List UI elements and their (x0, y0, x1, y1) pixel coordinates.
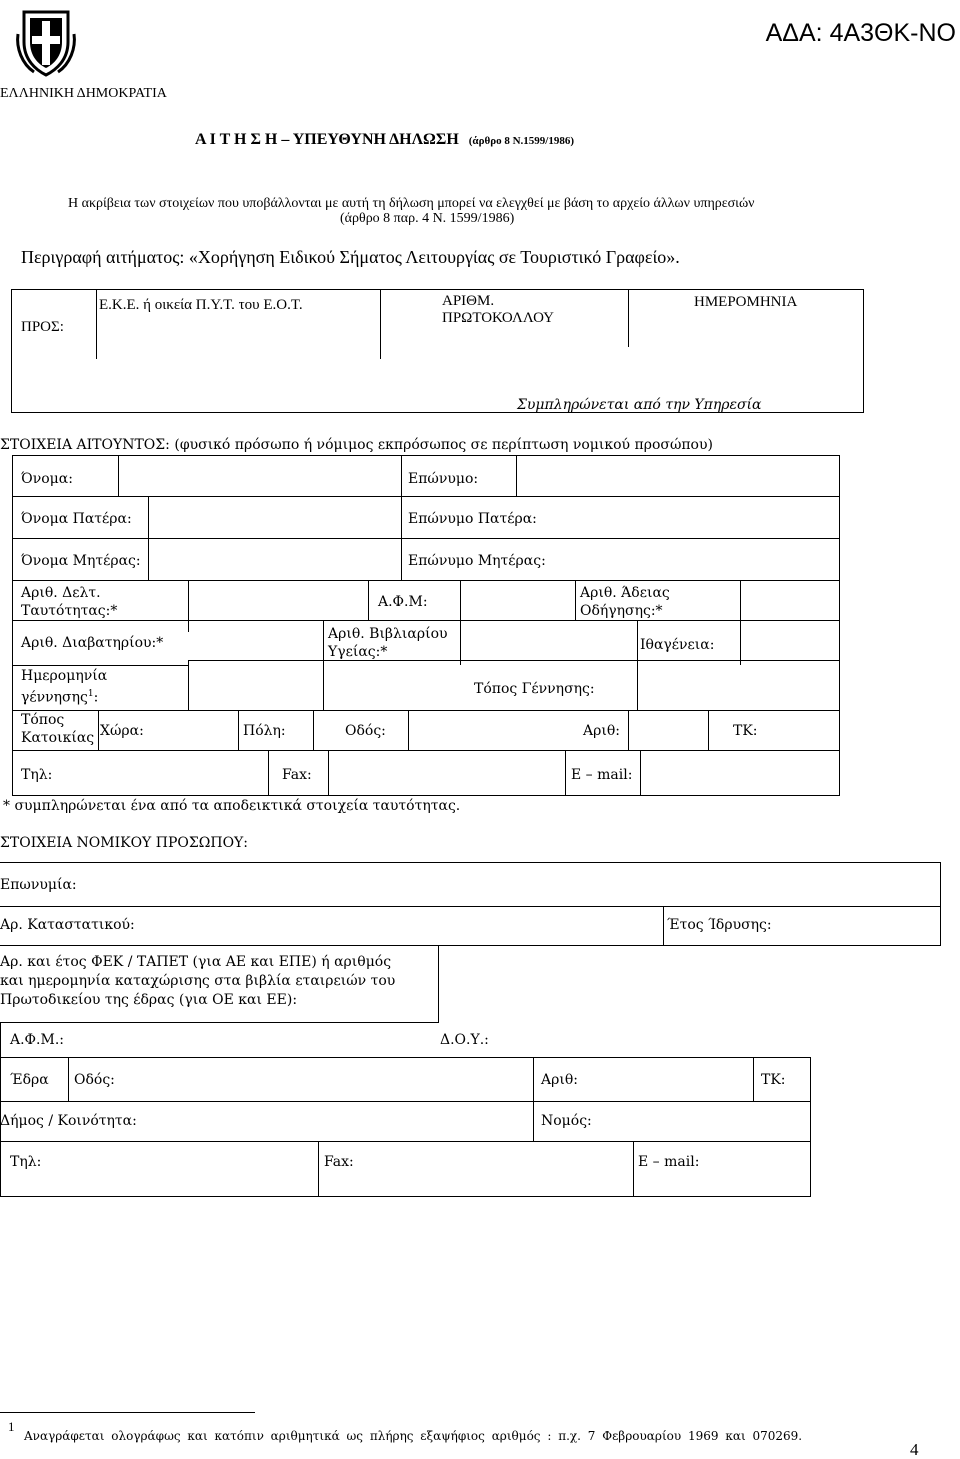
postcode-label: ΤΚ: (733, 723, 758, 739)
legal-fax-label: Fax: (324, 1154, 354, 1170)
father-name-label: Όνομα Πατέρα: (21, 511, 132, 527)
applicant-heading: ΣΤΟΙΧΕΙΑ ΑΙΤΟΥΝΤΟΣ: (φυσικό πρόσωπο ή νόμιμος εκπρόσωπος σε περίπτωση νομικού προσώπου) (0, 437, 713, 453)
country-label: Χώρα: (100, 723, 144, 739)
footnote-number: 1 (8, 1419, 15, 1434)
fax-label: Fax: (282, 767, 312, 783)
company-name-label: Επωνυμία: (0, 877, 77, 893)
request-description: Περιγραφή αιτήματος: «Χορήγηση Ειδικού Σήματος Λειτουργίας σε Τουριστικό Γραφείο». (21, 247, 680, 267)
birthplace-label: Τόπος Γέννησης: (474, 681, 595, 697)
driving-license-label: Αριθ. Άδειας Οδήγησης:* (580, 585, 670, 619)
identity-footnote: * συμπληρώνεται ένα από τα αποδεικτικά στοιχεία ταυτότητας. (3, 798, 461, 814)
phone-label: Τηλ: (21, 767, 53, 783)
protocol-number-label: ΑΡΙΘΜ. ΠΡΩΤΟΚΟΛΛΟΥ (442, 293, 555, 326)
legal-number-label: Αριθ: (541, 1072, 578, 1088)
passport-label: Αριθ. Διαβατηρίου:* (21, 635, 164, 651)
residence-label: Τόπος Κατοικίας (21, 712, 95, 746)
ada-code: ΑΔΑ: 4Α3ΘΚ-ΝΟ (765, 19, 956, 47)
page-number: 4 (910, 1440, 919, 1459)
filled-by-service-note: Συμπληρώνεται από την Υπηρεσία (517, 397, 762, 413)
mother-surname-label: Επώνυμο Μητέρας: (408, 553, 546, 569)
id-card-label: Αριθ. Δελτ. Ταυτότητας:* (21, 585, 118, 619)
surname-label: Επώνυμο: (408, 471, 479, 487)
birthdate-label: Ημερομηνία γέννησης$^1$: (21, 668, 108, 706)
page-title: Α Ι Τ Η Σ Η – ΥΠΕΥΘΥΝΗ ΔΗΛΩΣΗ (άρθρο 8 Ν.1599/1986) (195, 131, 574, 148)
legal-street-label: Οδός: (74, 1072, 115, 1088)
legal-afm-label: Α.Φ.Μ.: (10, 1032, 64, 1048)
prefecture-label: Νομός: (541, 1113, 592, 1129)
date-label: ΗΜΕΡΟΜΗΝΙΑ (694, 294, 798, 310)
accuracy-note-line2: (άρθρο 8 παρ. 4 Ν. 1599/1986) (340, 211, 515, 226)
accuracy-note-line1: Η ακρίβεια των στοιχείων που υποβάλλονται με αυτή τη δήλωση μπορεί να ελεγχθεί με βάση το αρχείο άλλων υπηρεσιών (68, 196, 755, 211)
greek-emblem-icon (14, 4, 78, 78)
first-name-label: Όνομα: (21, 471, 73, 487)
email-label: E – mail: (571, 767, 633, 783)
afm-label: Α.Φ.Μ: (378, 594, 428, 610)
legal-heading: ΣΤΟΙΧΕΙΑ ΝΟΜΙΚΟΥ ΠΡΟΣΩΠΟΥ: (0, 835, 249, 851)
legal-postcode-label: ΤΚ: (761, 1072, 786, 1088)
recipient-label: Ε.Κ.Ε. ή οικεία Π.Υ.Τ. του Ε.Ο.Τ. (99, 297, 303, 313)
doy-label: Δ.Ο.Υ.: (440, 1032, 489, 1048)
number-label: Αριθ: (583, 723, 620, 739)
nationality-label: Ιθαγένεια: (640, 637, 715, 653)
footnote-text: Αναγράφεται ολογράφως και κατόπιν αριθμητικά ως πλήρης εξαψήφιος αριθμός : π.χ. 7 Φεβρουαρίου 1969 και 070269. (24, 1429, 803, 1443)
legal-phone-label: Τηλ: (10, 1154, 42, 1170)
municipality-label: Δήμος / Κοινότητα: (0, 1113, 137, 1129)
fek-label: Αρ. και έτος ΦΕΚ / ΤΑΠΕΤ (για ΑΕ και ΕΠΕ) ή αριθμός και ημερομηνία καταχώρισης στα βιβλία εταιρειών του Πρωτοδικείου της έδρας (για ΟΕ και ΕΕ): (0, 954, 396, 1008)
pros-label: ΠΡΟΣ: (21, 319, 64, 335)
mother-name-label: Όνομα Μητέρας: (21, 553, 141, 569)
republic-label: ΕΛΛΗΝΙΚΗ ΔΗΜΟΚΡΑΤΙΑ (0, 86, 167, 101)
statute-number-label: Αρ. Καταστατικού: (0, 917, 135, 933)
street-label: Οδός: (345, 723, 386, 739)
city-label: Πόλη: (243, 723, 286, 739)
seat-label: Έδρα (10, 1072, 49, 1088)
founding-year-label: Έτος Ίδρυσης: (667, 917, 772, 933)
father-surname-label: Επώνυμο Πατέρα: (408, 511, 537, 527)
legal-email-label: E – mail: (638, 1154, 700, 1170)
health-book-label: Αριθ. Βιβλιαρίου Υγείας:* (328, 626, 448, 660)
